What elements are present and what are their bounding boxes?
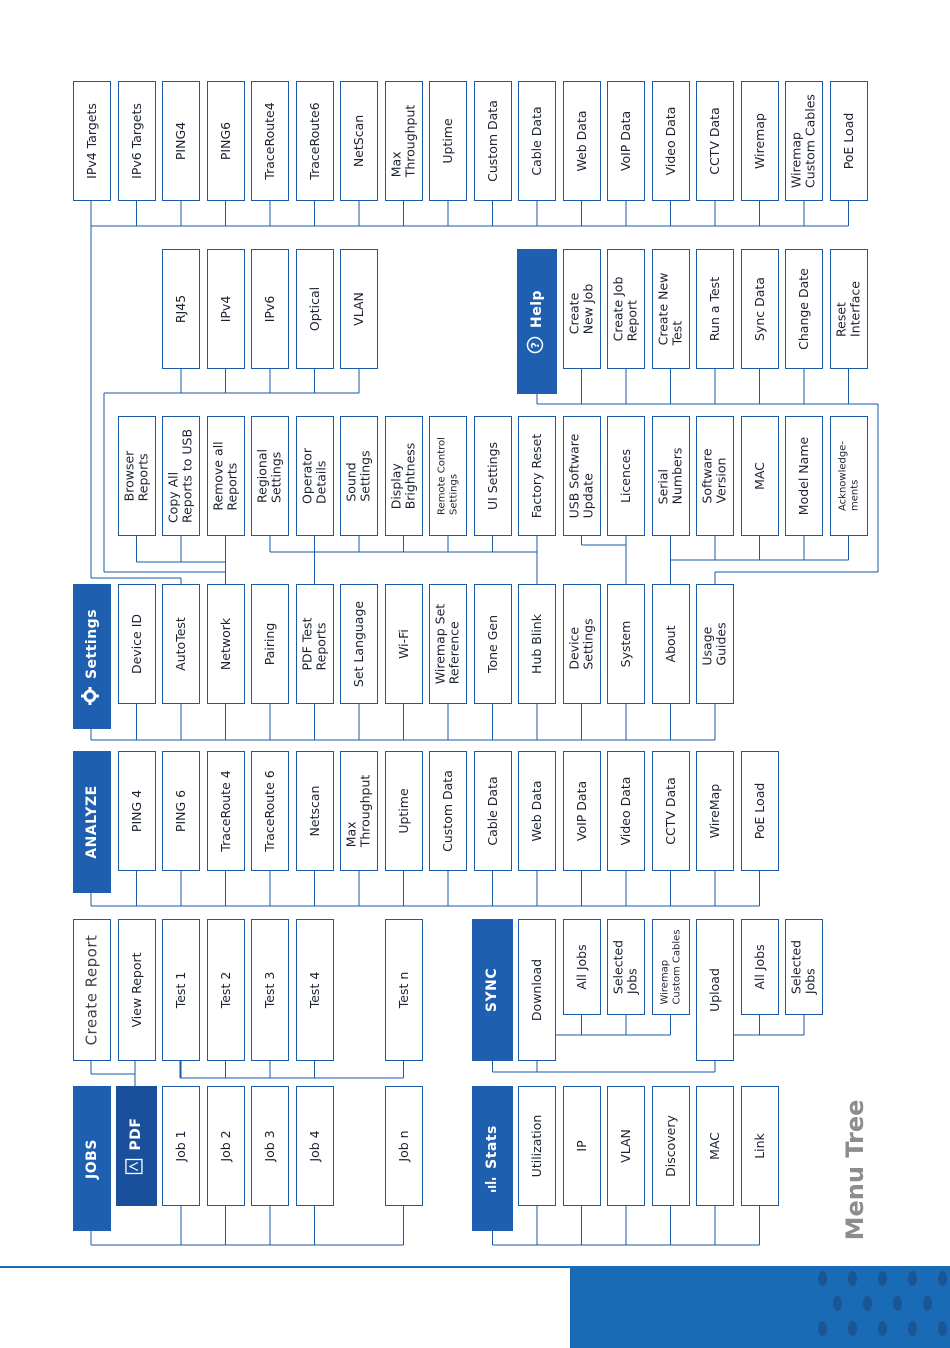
autotest-item-11-label: Cable Data: [528, 106, 544, 176]
settings-sub-item-1-label: Browser Reports: [121, 450, 151, 502]
settings-header[interactable]: [73, 584, 111, 729]
view-report-label: View Report: [128, 952, 144, 1028]
footer-dot: [908, 1271, 917, 1286]
analyze-item-10-label: Web Data: [528, 780, 544, 842]
network-item-5[interactable]: [340, 249, 378, 369]
autotest-item-13[interactable]: [607, 81, 645, 201]
test-item-3-label: Test 3: [261, 971, 277, 1009]
settings-sub-item-10[interactable]: [518, 416, 556, 536]
analyze-item-7-label: Uptime: [395, 788, 411, 834]
job-item-4-label: Job 4: [306, 1130, 322, 1162]
test-item-3[interactable]: [251, 919, 289, 1061]
settings-sub-item-5-label: Operator Details: [299, 448, 329, 504]
settings-sub-item-7-label: Display Brightness: [388, 442, 418, 510]
help-item-4[interactable]: [696, 249, 734, 369]
settings-item-8[interactable]: [429, 584, 467, 704]
create-report-label: Create Report: [82, 934, 101, 1046]
help-icon: [526, 336, 548, 354]
analyze-item-3[interactable]: [207, 751, 245, 871]
settings-item-6-label: Set Language: [350, 600, 366, 688]
settings-sub-item-6-label: Sound Settings: [343, 450, 373, 502]
analyze-item-8[interactable]: [429, 751, 467, 871]
settings-sub-item-17[interactable]: [830, 416, 868, 536]
settings-sub-item-4[interactable]: [251, 416, 289, 536]
footer-dot: [923, 1296, 932, 1311]
footer-dot: [878, 1271, 887, 1286]
sync-upload-item-2[interactable]: [785, 919, 823, 1015]
settings-sub-item-8-label: Remote Control Settings: [436, 437, 459, 515]
autotest-item-8-label: Max Throughput: [388, 104, 418, 178]
settings-sub-item-15[interactable]: [741, 416, 779, 536]
help-item-7[interactable]: [830, 249, 868, 369]
test-item-5[interactable]: [385, 919, 423, 1061]
autotest-item-15-label: CCTV Data: [706, 107, 722, 175]
gear-icon: [81, 687, 103, 705]
analyze-item-4-label: TraceRoute 6: [261, 770, 277, 852]
settings-sub-item-3-label: Remove all Reports: [210, 441, 240, 511]
sync-download-item-3-label: Wiremap Custom Cables: [659, 929, 682, 1005]
analyze-item-2[interactable]: [162, 751, 200, 871]
settings-sub-item-14-label: Software Version: [699, 448, 729, 504]
analyze-item-9[interactable]: [474, 751, 512, 871]
footer-dot: [938, 1321, 947, 1336]
settings-sub-item-4-label: Regional Settings: [254, 449, 284, 503]
stats-item-3[interactable]: [607, 1086, 645, 1206]
settings-sub-item-12[interactable]: [607, 416, 645, 536]
analyze-header-label: ANALYZE: [83, 785, 100, 859]
analyze-item-5-label: Netscan: [306, 785, 322, 837]
sync-upload-label: Upload: [706, 968, 722, 1012]
autotest-item-10[interactable]: [474, 81, 512, 201]
settings-item-4-label: Pairing: [261, 622, 277, 666]
stats-item-4[interactable]: [652, 1086, 690, 1206]
settings-sub-item-10-label: Factory Reset: [528, 433, 544, 519]
settings-sub-item-13-label: Serial Numbers: [655, 447, 685, 505]
job-item-1[interactable]: [162, 1086, 200, 1206]
sync-download[interactable]: [518, 919, 556, 1061]
sync-header[interactable]: [472, 919, 513, 1061]
help-item-2-label: Create Job Report: [610, 276, 640, 342]
settings-sub-item-3[interactable]: [207, 416, 245, 536]
settings-sub-item-2-label: Copy All Reports to USB: [165, 428, 195, 524]
job-item-3[interactable]: [251, 1086, 289, 1206]
autotest-item-3[interactable]: [162, 81, 200, 201]
autotest-item-11[interactable]: [518, 81, 556, 201]
settings-item-14-label: Usage Guides: [699, 622, 729, 666]
settings-sub-item-16-label: Model Name: [795, 436, 811, 516]
help-item-3[interactable]: [652, 249, 690, 369]
stats-item-5-label: MAC: [706, 1132, 722, 1160]
job-item-3-label: Job 3: [261, 1130, 277, 1162]
jobs-header[interactable]: [73, 1086, 111, 1231]
help-item-6-label: Change Date: [795, 268, 811, 350]
autotest-item-2[interactable]: [118, 81, 156, 201]
autotest-item-7-label: NetScan: [350, 114, 366, 168]
network-item-5-label: VLAN: [350, 292, 366, 326]
test-item-5-label: Test n: [395, 971, 411, 1009]
network-item-3[interactable]: [251, 249, 289, 369]
sync-upload-item-2-label: Selected Jobs: [788, 939, 818, 995]
autotest-item-4[interactable]: [207, 81, 245, 201]
sync-upload-item-1[interactable]: [741, 919, 779, 1015]
footer-rule: [0, 1266, 570, 1268]
settings-sub-item-2[interactable]: [162, 416, 200, 536]
analyze-item-1-label: PING 4: [128, 789, 144, 833]
test-item-4-label: Test 4: [306, 971, 322, 1009]
page-title: Menu Tree: [841, 1099, 869, 1241]
help-item-3-label: Create New Test: [655, 272, 685, 346]
autotest-item-2-label: IPv6 Targets: [128, 103, 144, 179]
sync-download-item-2-label: Selected Jobs: [610, 939, 640, 995]
autotest-item-4-label: PING6: [217, 121, 233, 161]
autotest-item-6-label: TraceRoute6: [306, 102, 322, 180]
sync-download-item-2[interactable]: [607, 919, 645, 1015]
settings-sub-item-13[interactable]: [652, 416, 690, 536]
network-item-4[interactable]: [296, 249, 334, 369]
settings-sub-item-7[interactable]: [385, 416, 423, 536]
footer-dot: [863, 1296, 872, 1311]
help-header-label: [526, 289, 548, 353]
job-item-1-label: Job 1: [172, 1130, 188, 1162]
autotest-item-17-label: Wiremap Custom Cables: [788, 94, 818, 188]
help-item-6[interactable]: [785, 249, 823, 369]
autotest-item-1-label: IPv4 Targets: [83, 103, 99, 179]
stats-item-1[interactable]: [518, 1086, 556, 1206]
stats-item-2[interactable]: [563, 1086, 601, 1206]
autotest-item-15[interactable]: [696, 81, 734, 201]
settings-item-13-label: About: [662, 625, 678, 663]
stats-label: Stats: [484, 1124, 500, 1169]
network-item-1-label: RJ45: [172, 294, 188, 324]
settings-item-2-label: AutoTest: [172, 617, 188, 671]
settings-sub-item-5[interactable]: [296, 416, 334, 536]
analyze-item-15-label: PoE Load: [751, 782, 767, 840]
autotest-item-18-label: PoE Load: [840, 112, 856, 170]
footer-dot: [818, 1271, 827, 1286]
help-item-2[interactable]: [607, 249, 645, 369]
settings-item-10[interactable]: [518, 584, 556, 704]
svg-text:?: ?: [528, 341, 542, 348]
network-item-2[interactable]: [207, 249, 245, 369]
analyze-item-14-label: WireMap: [706, 783, 722, 839]
settings-item-13[interactable]: [652, 584, 690, 704]
settings-sub-item-9-label: UI Settings: [484, 441, 500, 511]
network-item-4-label: Optical: [306, 286, 322, 332]
settings-item-1-label: Device ID: [128, 613, 144, 675]
autotest-item-3-label: PING4: [172, 121, 188, 161]
autotest-item-12-label: Web Data: [573, 110, 589, 172]
stats-item-1-label: Utilization: [528, 1114, 544, 1178]
settings-item-5[interactable]: [296, 584, 334, 704]
view-report[interactable]: [118, 919, 156, 1061]
network-item-3-label: IPv6: [261, 295, 277, 323]
test-item-4[interactable]: [296, 919, 334, 1061]
settings-item-7-label: Wi-Fi: [395, 629, 411, 659]
sync-download-label: Download: [528, 958, 544, 1022]
analyze-item-12-label: Video Data: [617, 776, 633, 846]
stats-header[interactable]: [472, 1086, 513, 1231]
settings-item-3[interactable]: [207, 584, 245, 704]
autotest-item-1[interactable]: [73, 81, 111, 201]
settings-header-label: [81, 608, 103, 704]
autotest-item-13-label: VoIP Data: [617, 110, 633, 172]
autotest-item-5-label: TraceRoute4: [261, 102, 277, 180]
job-item-5[interactable]: [385, 1086, 423, 1206]
settings-sub-item-11[interactable]: [563, 416, 601, 536]
autotest-item-5[interactable]: [251, 81, 289, 201]
analyze-item-15[interactable]: [741, 751, 779, 871]
analyze-item-12[interactable]: [607, 751, 645, 871]
settings-sub-item-9[interactable]: [474, 416, 512, 536]
job-item-5-label: Job n: [395, 1130, 411, 1162]
settings-sub-item-12-label: Licences: [617, 449, 633, 503]
autotest-item-14-label: Video Data: [662, 106, 678, 176]
autotest-item-8[interactable]: [385, 81, 423, 201]
analyze-item-11[interactable]: [563, 751, 601, 871]
settings-item-8-label: Wiremap Set Reference: [432, 603, 462, 685]
stats-item-6[interactable]: [741, 1086, 779, 1206]
analyze-item-10[interactable]: [518, 751, 556, 871]
analyze-item-4[interactable]: [251, 751, 289, 871]
pdf-file-icon: [125, 1158, 147, 1174]
settings-item-12-label: System: [617, 620, 633, 668]
stats-item-3-label: VLAN: [617, 1129, 633, 1163]
help-item-5[interactable]: [741, 249, 779, 369]
settings-item-12[interactable]: [607, 584, 645, 704]
help-header[interactable]: [517, 249, 557, 394]
stats-item-5[interactable]: [696, 1086, 734, 1206]
analyze-item-13[interactable]: [652, 751, 690, 871]
analyze-item-5[interactable]: [296, 751, 334, 871]
settings-item-9[interactable]: [474, 584, 512, 704]
settings-sub-item-17-label: Acknowledge- ments: [837, 441, 860, 511]
settings-sub-item-16[interactable]: [785, 416, 823, 536]
jobs-header-label: JOBS: [83, 1138, 100, 1179]
create-report[interactable]: [73, 919, 111, 1061]
sync-download-item-3[interactable]: [652, 919, 690, 1015]
settings-item-3-label: Network: [217, 617, 233, 671]
bar-chart-icon: [483, 1176, 501, 1192]
autotest-item-6[interactable]: [296, 81, 334, 201]
settings-item-11[interactable]: [563, 584, 601, 704]
footer-dot: [818, 1321, 827, 1336]
settings-sub-item-14[interactable]: [696, 416, 734, 536]
stats-item-4-label: Discovery: [662, 1115, 678, 1177]
sync-download-item-1[interactable]: [563, 919, 601, 1015]
pdf-header-label: [125, 1118, 147, 1175]
analyze-item-6-label: Max Throughput: [343, 774, 373, 848]
autotest-item-18[interactable]: [830, 81, 868, 201]
sync-download-item-1-label: All Jobs: [573, 944, 589, 990]
autotest-item-14[interactable]: [652, 81, 690, 201]
help-item-1[interactable]: [563, 249, 601, 369]
settings-sub-item-15-label: MAC: [751, 462, 767, 490]
help-item-5-label: Sync Data: [751, 277, 767, 341]
test-item-1[interactable]: [162, 919, 200, 1061]
settings-item-2[interactable]: [162, 584, 200, 704]
analyze-item-2-label: PING 6: [172, 789, 188, 833]
autotest-item-10-label: Custom Data: [484, 100, 500, 182]
analyze-item-13-label: CCTV Data: [662, 777, 678, 845]
settings-sub-item-8[interactable]: [429, 416, 467, 536]
settings-item-9-label: Tone Gen: [484, 614, 500, 674]
settings-item-1[interactable]: [118, 584, 156, 704]
help-label: Help: [529, 289, 545, 328]
test-item-1-label: Test 1: [172, 971, 188, 1009]
settings-sub-item-1[interactable]: [118, 416, 156, 536]
settings-sub-item-11-label: USB Software Update: [566, 433, 596, 519]
footer-dot: [893, 1296, 902, 1311]
job-item-2-label: Job 2: [217, 1130, 233, 1162]
stats-item-2-label: IP: [573, 1140, 589, 1152]
autotest-item-9[interactable]: [429, 81, 467, 201]
analyze-item-1[interactable]: [118, 751, 156, 871]
autotest-item-12[interactable]: [563, 81, 601, 201]
settings-item-4[interactable]: [251, 584, 289, 704]
autotest-item-16[interactable]: [741, 81, 779, 201]
analyze-item-14[interactable]: [696, 751, 734, 871]
stats-header-label: [483, 1125, 501, 1193]
stats-item-6-label: Link: [751, 1133, 767, 1159]
footer-dot: [833, 1296, 842, 1311]
settings-item-5-label: PDF Test Reports: [299, 617, 329, 671]
analyze-item-11-label: VoIP Data: [573, 780, 589, 842]
help-item-4-label: Run a Test: [706, 276, 722, 342]
help-item-1-label: Create New Job: [566, 283, 596, 335]
test-item-2-label: Test 2: [217, 971, 233, 1009]
settings-item-11-label: Device Settings: [566, 618, 596, 670]
settings-item-14[interactable]: [696, 584, 734, 704]
footer-dot: [848, 1321, 857, 1336]
pdf-label: PDF: [128, 1117, 144, 1151]
autotest-item-9-label: Uptime: [439, 118, 455, 164]
analyze-item-7[interactable]: [385, 751, 423, 871]
footer-dot: [938, 1271, 947, 1286]
footer-dot: [908, 1321, 917, 1336]
settings-item-6[interactable]: [340, 584, 378, 704]
analyze-item-8-label: Custom Data: [439, 770, 455, 852]
network-item-2-label: IPv4: [217, 295, 233, 323]
sync-header-label: SYNC: [483, 967, 500, 1013]
footer-dot: [848, 1271, 857, 1286]
analyze-item-9-label: Cable Data: [484, 776, 500, 846]
autotest-item-16-label: Wiremap: [751, 113, 767, 169]
sync-upload[interactable]: [696, 919, 734, 1061]
autotest-item-7[interactable]: [340, 81, 378, 201]
job-item-4[interactable]: [296, 1086, 334, 1206]
sync-upload-item-1-label: All Jobs: [751, 944, 767, 990]
settings-item-10-label: Hub Blink: [528, 614, 544, 674]
settings-sub-item-6[interactable]: [340, 416, 378, 536]
footer-dot: [878, 1321, 887, 1336]
network-item-1[interactable]: [162, 249, 200, 369]
analyze-item-3-label: TraceRoute 4: [217, 770, 233, 852]
settings-label: Settings: [84, 608, 100, 679]
job-item-2[interactable]: [207, 1086, 245, 1206]
test-item-2[interactable]: [207, 919, 245, 1061]
pdf-header[interactable]: [116, 1086, 157, 1206]
help-item-7-label: Reset Interface: [833, 281, 863, 337]
analyze-item-6[interactable]: [340, 751, 378, 871]
autotest-item-17[interactable]: [785, 81, 823, 201]
analyze-header[interactable]: [73, 751, 111, 893]
settings-item-7[interactable]: [385, 584, 423, 704]
